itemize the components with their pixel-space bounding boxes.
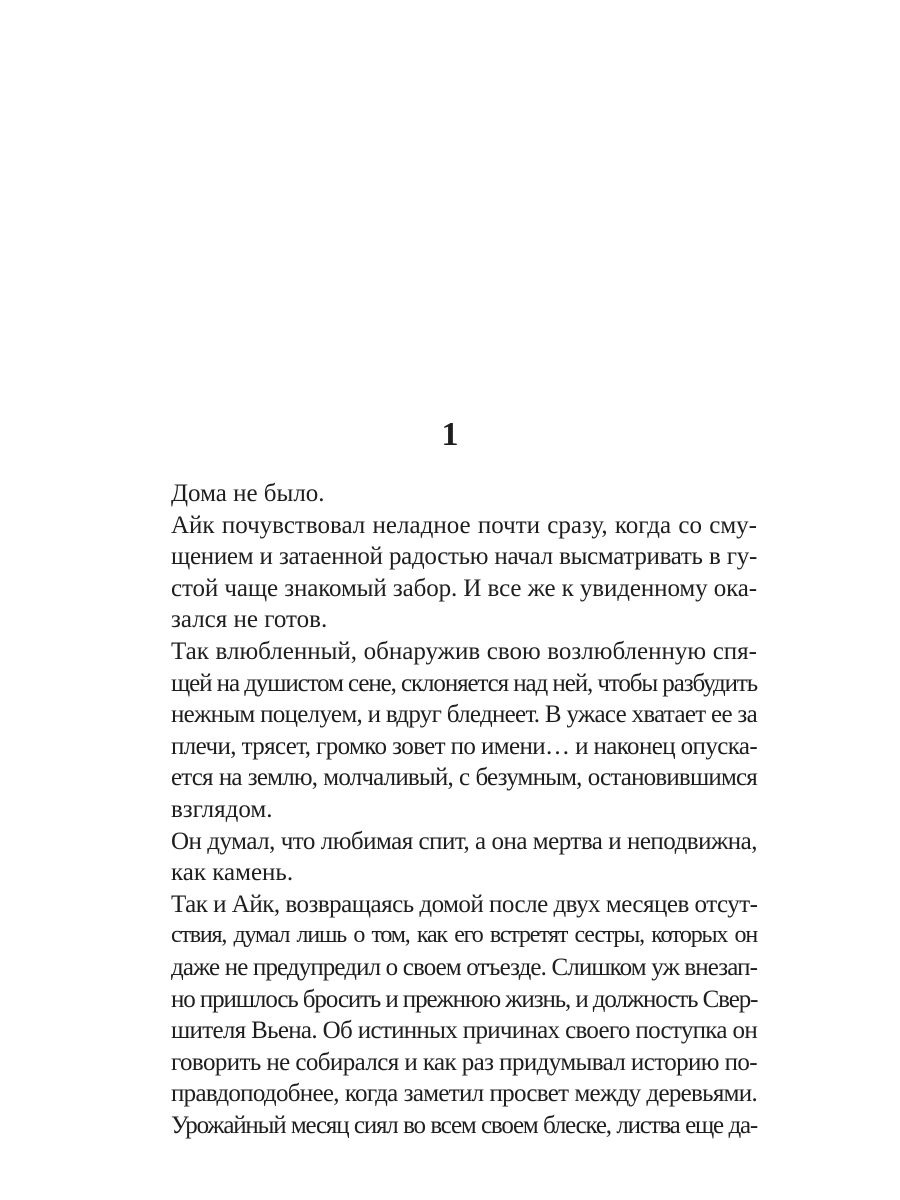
text-line: ствия, думал лишь о том, как его встретят сестры, которых он	[171, 922, 757, 949]
text-line: Айк почувствовал неладное почти сразу, когда со сму-	[171, 511, 757, 539]
text-line: Он думал, что любимая спит, а она мертва и неподвижна,	[171, 827, 757, 855]
text-line: зался не готов.	[171, 606, 328, 634]
text-line: щей на душистом сене, склоняется над ней, чтобы разбудить	[171, 669, 757, 697]
paragraph	[171, 636, 757, 826]
chapter-text	[171, 478, 757, 1141]
text-line: Дома не было.	[171, 480, 325, 507]
paragraph	[171, 478, 757, 510]
chapter-number: 1	[441, 416, 459, 453]
text-line: нежным поцелуем, и вдруг бледнеет. В ужасе хватает ее за	[171, 701, 757, 729]
text-line: Так влюбленный, обнаружив свою возлюбленную спя-	[171, 637, 757, 665]
paragraph	[171, 826, 757, 889]
text-line: Так и Айк, возвращаясь домой после двух месяцев отсут-	[171, 890, 758, 918]
text-line: но пришлось бросить и прежнюю жизнь, и должность Свер-	[171, 985, 758, 1013]
paragraph	[171, 510, 757, 636]
text-line: правдоподобнее, когда заметил просвет между деревьями.	[171, 1080, 757, 1108]
text-line: щением и затаенной радостью начал высматривать в гу-	[171, 543, 757, 571]
text-line: даже не предупредил о своем отъезде. Слишком уж внезап-	[171, 953, 757, 981]
text-line: шителя Вьена. Об истинных причинах своего поступка он	[171, 1017, 757, 1045]
text-line: плечи, трясет, громко зовет по имени… и наконец опуска-	[171, 732, 758, 760]
text-line: говорить не собирался и как раз придумывал историю по-	[171, 1048, 757, 1076]
text-line: как камень.	[171, 859, 294, 887]
text-line: стой чаще знакомый забор. И все же к увиденному ока-	[171, 574, 757, 602]
text-line: взглядом.	[171, 795, 273, 823]
text-line: ется на землю, молчаливый, с безумным, остановившимся	[171, 764, 757, 792]
text-line: Урожайный месяц сиял во всем своем блеске, листва еще да-	[171, 1111, 757, 1139]
paragraph	[171, 889, 757, 1142]
